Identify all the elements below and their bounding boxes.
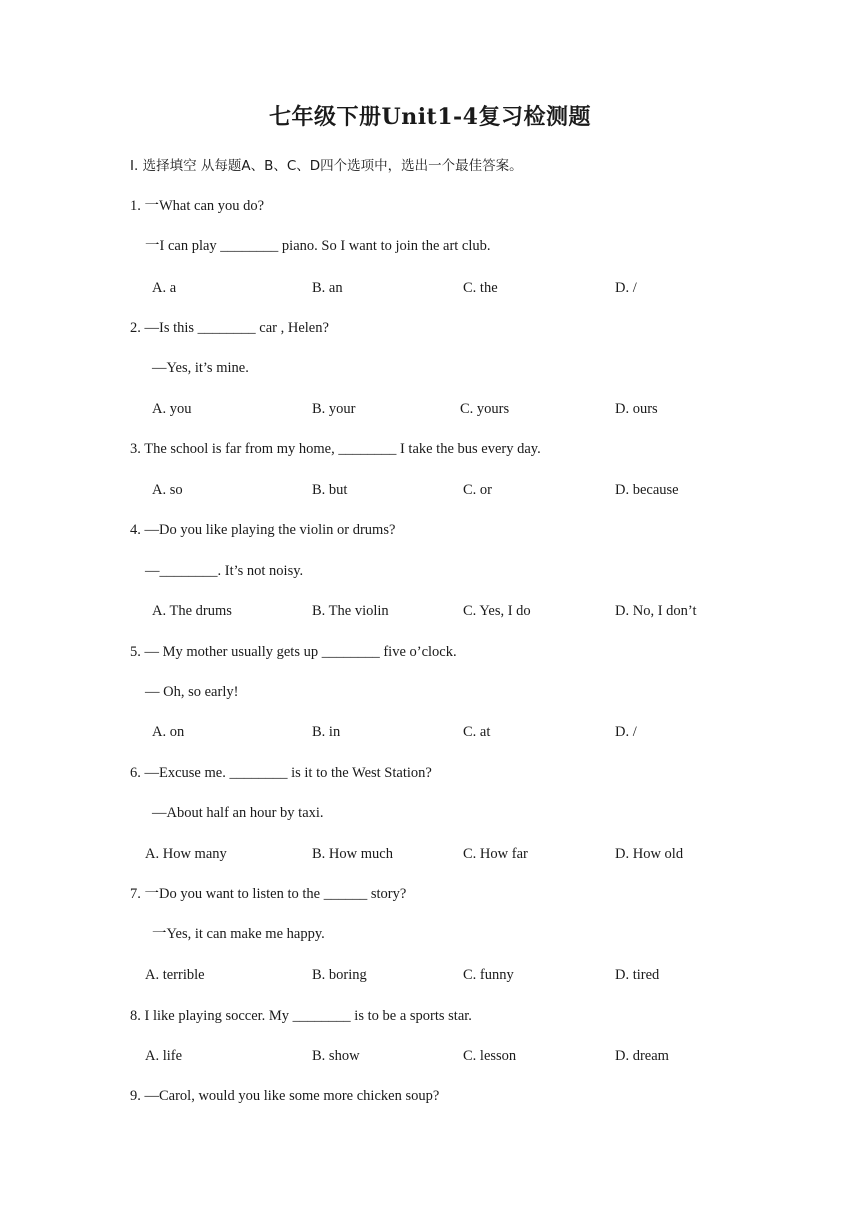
question-4-line-2: —________. It’s not noisy. — [145, 563, 304, 579]
question-9-line-1: 9. —Carol, would you like some more chicken soup? — [130, 1088, 440, 1104]
question-5-option-b: B. in — [312, 724, 341, 740]
question-6-option-c: C. How far — [463, 846, 528, 862]
question-7-line-1: 7. 一Do you want to listen to the ______ story? — [130, 886, 407, 902]
question-5-option-a: A. on — [152, 724, 185, 740]
document-title: 七年级下册Unit1-4复习检测题 — [269, 104, 591, 130]
question-2-line-1: 2. —Is this ________ car , Helen? — [130, 320, 329, 336]
question-3-option-c: C. or — [463, 482, 492, 498]
question-6-line-1: 6. —Excuse me. ________ is it to the West Station? — [130, 765, 432, 781]
question-6-option-d: D. How old — [615, 846, 684, 862]
question-4-option-d: D. No, I don’t — [615, 603, 697, 619]
question-3-option-b: B. but — [312, 482, 348, 498]
question-1-option-b: B. an — [312, 280, 343, 296]
question-8-line-1: 8. I like playing soccer. My ________ is to be a sports star. — [130, 1008, 472, 1024]
question-8-option-a: A. life — [145, 1048, 183, 1064]
question-3-option-a: A. so — [152, 482, 183, 498]
question-1-line-2: 一I can play ________ piano. So I want to join the art club. — [145, 238, 491, 254]
question-2-line-2: —Yes, it’s mine. — [152, 360, 249, 376]
question-1-option-d: D. / — [615, 280, 637, 296]
question-6-option-b: B. How much — [312, 846, 393, 862]
question-7-option-c: C. funny — [463, 967, 514, 983]
question-1-option-c: C. the — [463, 280, 498, 296]
question-4-option-c: C. Yes, I do — [463, 603, 531, 619]
question-7-option-b: B. boring — [312, 967, 367, 983]
question-4-line-1: 4. —Do you like playing the violin or drums? — [130, 522, 396, 538]
question-6-option-a: A. How many — [145, 846, 227, 862]
question-8-option-c: C. lesson — [463, 1048, 517, 1064]
question-2-option-a: A. you — [152, 401, 192, 417]
question-4-option-a: A. The drums — [152, 603, 232, 619]
question-5-line-2: — Oh, so early! — [145, 684, 239, 700]
question-7-line-2: 一Yes, it can make me happy. — [152, 926, 325, 942]
section-instruction: Ⅰ. 选择填空 从每题A、B、C、D四个选项中，选出一个最佳答案。 — [130, 158, 523, 174]
question-6-line-2: —About half an hour by taxi. — [152, 805, 324, 821]
question-5-line-1: 5. — My mother usually gets up ________ five o’clock. — [130, 644, 457, 660]
question-1-option-a: A. a — [152, 280, 177, 296]
question-7-option-a: A. terrible — [145, 967, 205, 983]
question-8-option-d: D. dream — [615, 1048, 669, 1064]
question-3-line-1: 3. The school is far from my home, ________ I take the bus every day. — [130, 441, 541, 457]
question-1-line-1: 1. 一What can you do? — [130, 198, 265, 214]
question-5-option-c: C. at — [463, 724, 491, 740]
question-5-option-d: D. / — [615, 724, 637, 740]
question-2-option-c: C. yours — [460, 401, 510, 417]
question-4-option-b: B. The violin — [312, 603, 389, 619]
question-8-option-b: B. show — [312, 1048, 360, 1064]
question-2-option-b: B. your — [312, 401, 356, 417]
question-2-option-d: D. ours — [615, 401, 658, 417]
question-3-option-d: D. because — [615, 482, 679, 498]
question-7-option-d: D. tired — [615, 967, 660, 983]
